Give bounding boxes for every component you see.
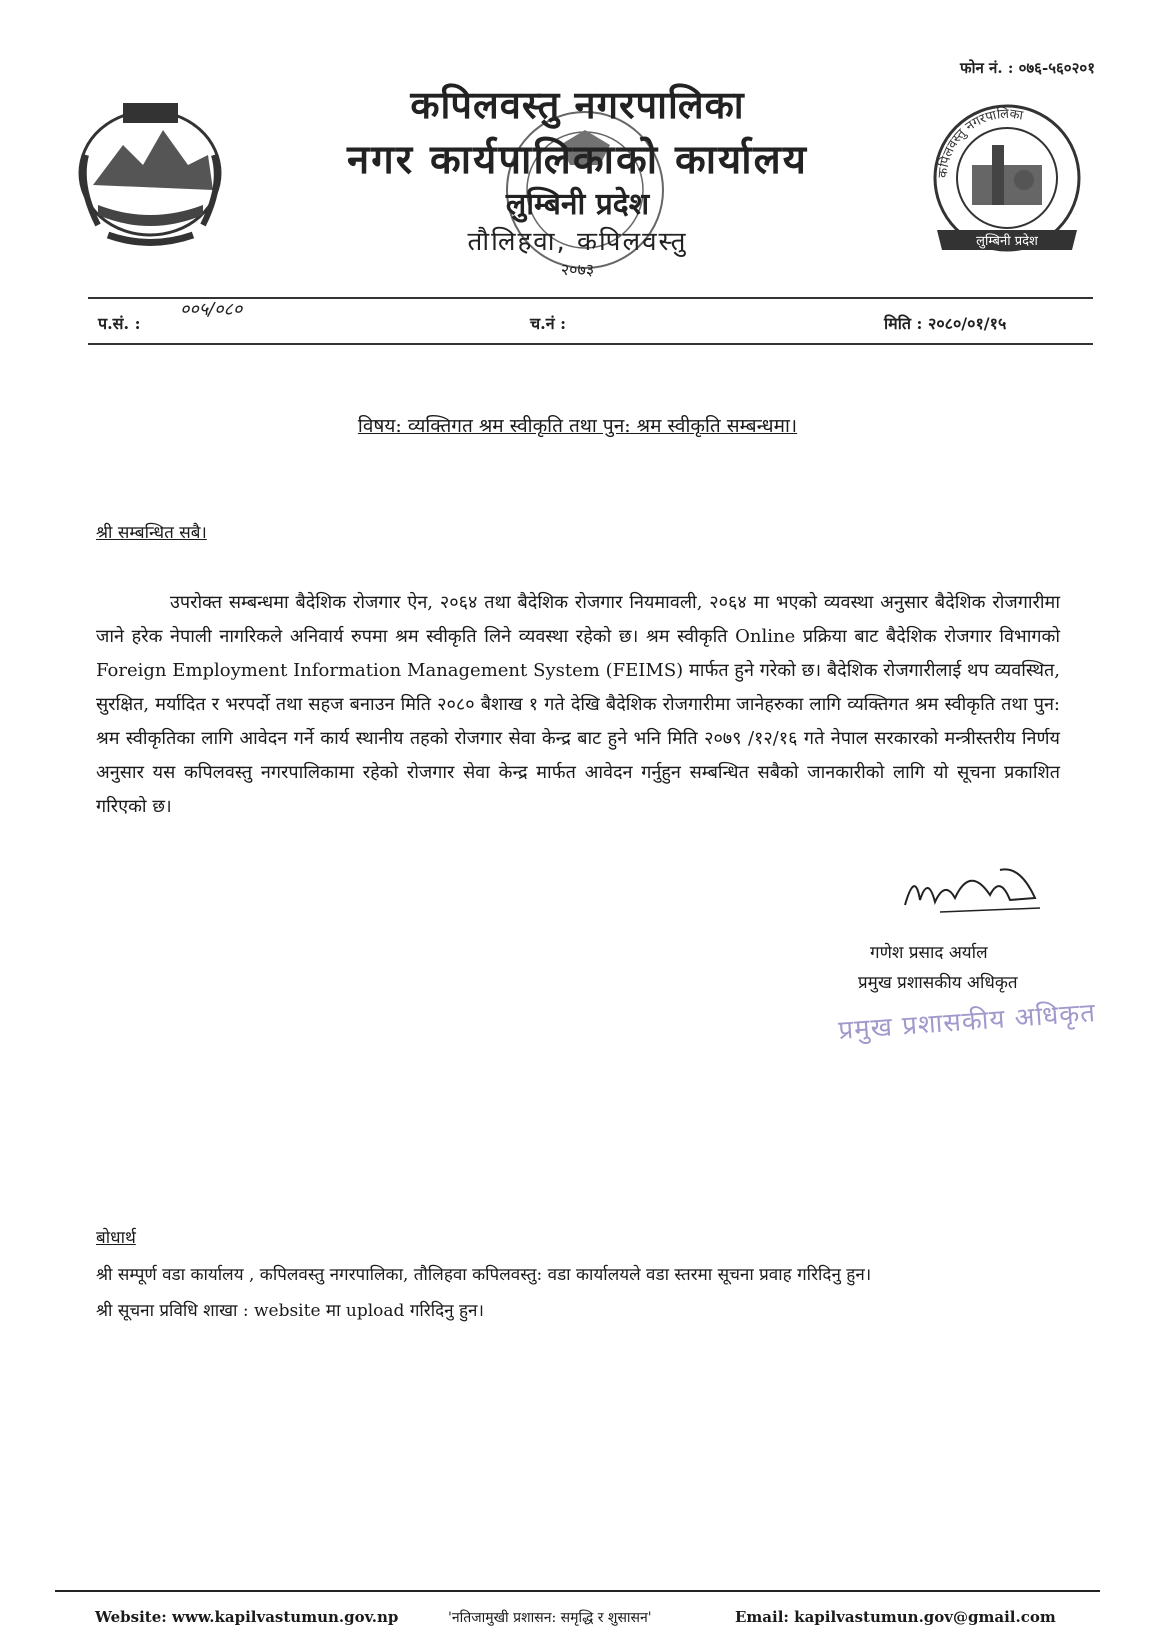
letter-body	[96, 586, 1060, 824]
footer-motto: 'नतिजामुखी प्रशासन: समृद्धि र शुसासन'	[448, 1610, 652, 1626]
signatory-title: प्रमुख प्रशासकीय अधिकृत	[858, 973, 1018, 993]
body-paragraph: उपरोक्त सम्बन्धमा बैदेशिक रोजगार ऐन, २०६४ तथा बैदेशिक रोजगार नियमावली, २०६४ मा भएको व्यवस्था अनुसार बैदेशिक रोजगारीमा जाने हरेक नेपाली नागरिकले अनिवार्य रुपमा श्रम स्वीकृति लिने व्यवस्था रहेको छ। श्रम स्वीकृति Online प्रक्रिया बाट बैदेशिक रोजगार विभागको Foreign Employment Information Management System (FEIMS) मार्फत हुने गरेको छ। बैदेशिक रोजगारीलाई थप व्यवस्थित, सुरक्षित, मर्यादित र भरपर्दो तथा सहज बनाउन मिति २०८० बैशाख १ गते देखि बैदेशिक रोजगारीमा जानेहरुका लागि व्यक्तिगत श्रम स्वीकृति तथा पुन: श्रम स्वीकृतिका लागि आवेदन गर्ने कार्य स्थानीय तहको रोजगार सेवा केन्द्र बाट हुने भनि मिति २०७९ /१२/१६ गते नेपाल सरकारको मन्त्रीस्तरीय निर्णय अनुसार यस कपिलवस्तु नगरपालिकामा रहेको रोजगार सेवा केन्द्र मार्फत आवेदन गर्नुहुन सम्बन्धित सबैको जानकारीको लागि यो सूचना प्रकाशित गरिएको छ।	[96, 592, 1060, 817]
cc-title: बोधार्थ	[96, 1228, 136, 1248]
header-divider-bottom	[88, 343, 1093, 345]
letter-subject	[0, 412, 1155, 438]
cc-recipient-it-section: श्री सूचना प्रविधि शाखा : website मा upload गरिदिनु हुन।	[96, 1301, 484, 1321]
signatory-name: गणेश प्रसाद अर्याल	[870, 943, 988, 963]
handwritten-signature-icon	[900, 860, 1050, 920]
municipality-name: कपिलवस्तु नगरपालिका	[410, 83, 745, 127]
designation-stamp: प्रमुख प्रशासकीय अधिकृत	[837, 998, 1097, 1046]
office-name: नगर कार्यपालिकाको कार्यालय	[347, 137, 808, 183]
salutation: श्री सम्बन्धित सबै।	[96, 523, 207, 543]
municipality-logo-banner-text: लुम्बिनी प्रदेश	[976, 234, 1038, 249]
office-address: तौलिहवा, कपिलवस्तु	[467, 227, 688, 257]
letter-subject-text: विषय: व्यक्तिगत श्रम स्वीकृति तथा पुन: श्रम स्वीकृति सम्बन्धमा।	[357, 415, 798, 437]
cc-recipient-ward-offices: श्री सम्पूर्ण वडा कार्यालय , कपिलवस्तु नगरपालिका, तौलिहवा कपिलवस्तु: वडा कार्यालयले वडा स्तरमा सूचना प्रवाह गरिदिनु हुन।	[96, 1265, 872, 1285]
municipality-logo-ring-text: कपिलवस्तु नगरपालिका	[935, 106, 1024, 179]
province-name: लुम्बिनी प्रदेश	[505, 187, 650, 222]
reference-label: प.सं. :	[98, 314, 141, 333]
footer-website: Website: www.kapilvastumun.gov.np	[95, 1608, 399, 1626]
letter-date: मिति : २०८०/०१/१५	[884, 314, 1007, 333]
municipality-logo-icon	[922, 90, 1092, 260]
reference-number: ००५/०८०	[180, 299, 243, 320]
footer-divider	[55, 1590, 1100, 1592]
footer-email: Email: kapilvastumun.gov@gmail.com	[735, 1608, 1056, 1626]
phone-number: फोन नं. : ०७६-५६०२०१	[960, 59, 1095, 77]
established-year: २०७३	[560, 260, 595, 279]
dispatch-number-label: च.नं :	[530, 314, 567, 333]
